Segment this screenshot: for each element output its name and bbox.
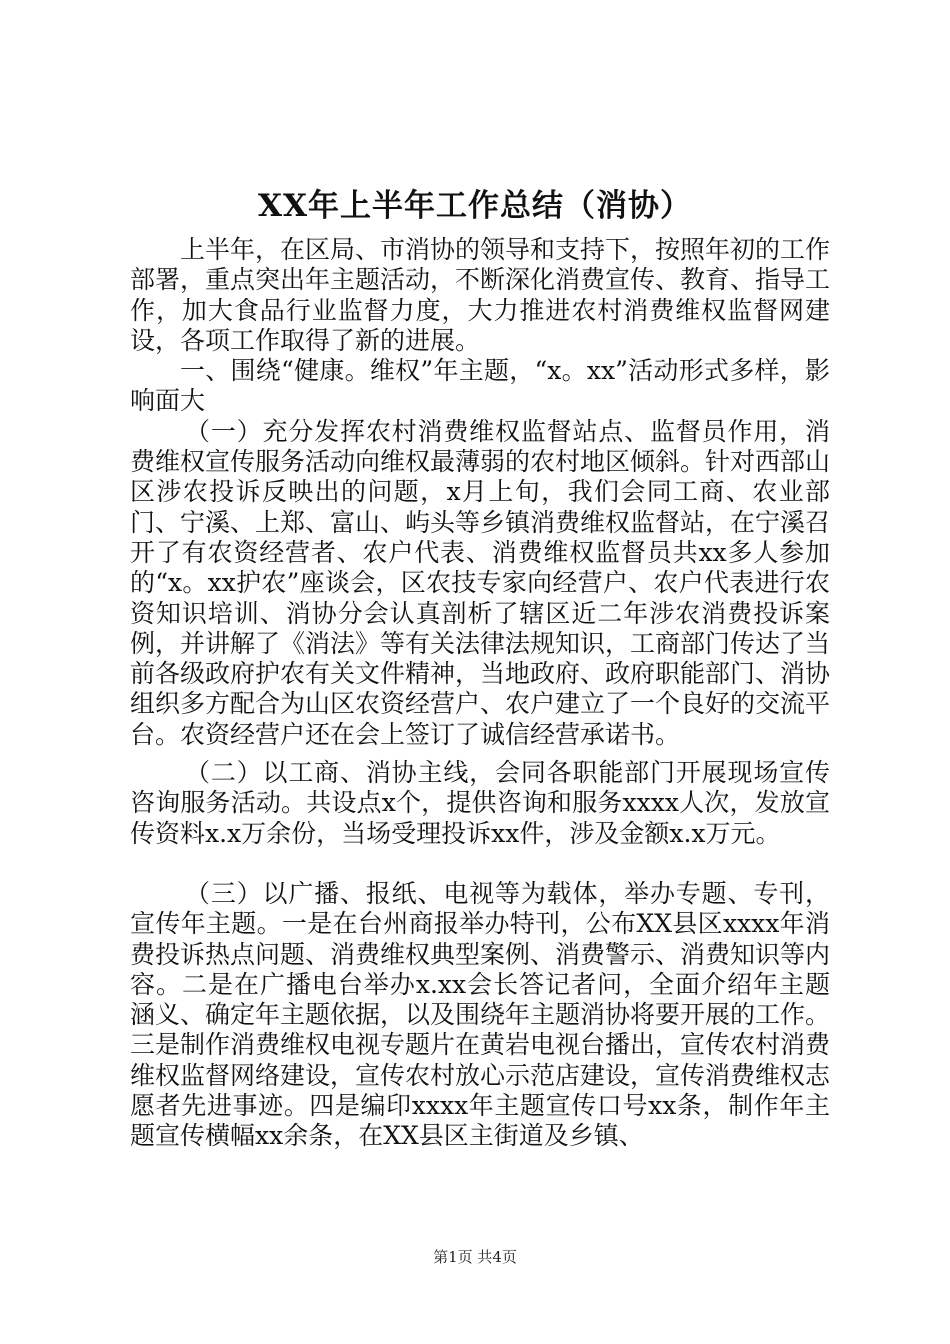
subsection-paragraph-2: （二）以工商、消协主线，会同各职能部门开展现场宣传咨询服务活动。共设点x个，提供咨询和服务xxxx人次，发放宣传资料x.x万余份，当场受理投诉xx件，涉及金额x.x万元。 xyxy=(130,758,830,848)
subsection-paragraph-1: （一）充分发挥农村消费维权监督站点、监督员作用，消费维权宣传服务活动向维权最薄弱的农村地区倾斜。针对西部山区涉农投诉反映出的问题，x月上旬，我们会同工商、农业部门、宁溪、上郑、富山、屿头等乡镇消费维权监督站，在宁溪召开了有农资经营者、农户代表、消费维权监督员共xx多人参加的“x。xx护农”座谈会，区农技专家向经营户、农户代表进行农资知识培训、消协分会认真剖析了辖区近二年涉农消费投诉案例，并讲解了《消法》等有关法律法规知识，工商部门传达了当前各级政府护农有关文件精神，当地政府、政府职能部门、消协组织多方配合为山区农资经营户、农户建立了一个良好的交流平台。农资经营户还在会上签订了诚信经营承诺书。 xyxy=(130,416,831,749)
page-number-footer: 第1页 共4页 xyxy=(433,1248,517,1266)
intro-paragraph: 上半年，在区局、市消协的领导和支持下，按照年初的工作部署，重点突出年主题活动，不断深化消费宣传、教育、指导工作，加大食品行业监督力度，大力推进农村消费维权监督网建设，各项工作取得了新的进展。 xyxy=(130,235,831,355)
document-title: XX年上半年工作总结（消协） xyxy=(257,188,693,224)
section-heading: 一、围绕“健康。维权”年主题，“x。xx”活动形式多样，影响面大 xyxy=(130,356,830,416)
subsection-paragraph-3: （三）以广播、报纸、电视等为载体，举办专题、专刊，宣传年主题。一是在台州商报举办特刊，公布XX县区xxxx年消费投诉热点问题、消费维权典型案例、消费警示、消费知识等内容。二是在广播电台举办x.xx会长答记者问，全面介绍年主题涵义、确定年主题依据，以及围绕年主题消协将要开展的工作。三是制作消费维权电视专题片在黄岩电视台播出，宣传农村消费维权监督网络建设，宣传农村放心示范店建设，宣传消费维权志愿者先进事迹。四是编印xxxx年主题宣传口号xx条，制作年主题宣传横幅xx余条，在XX县区主街道及乡镇、 xyxy=(130,878,831,1151)
document-body xyxy=(130,235,830,1152)
